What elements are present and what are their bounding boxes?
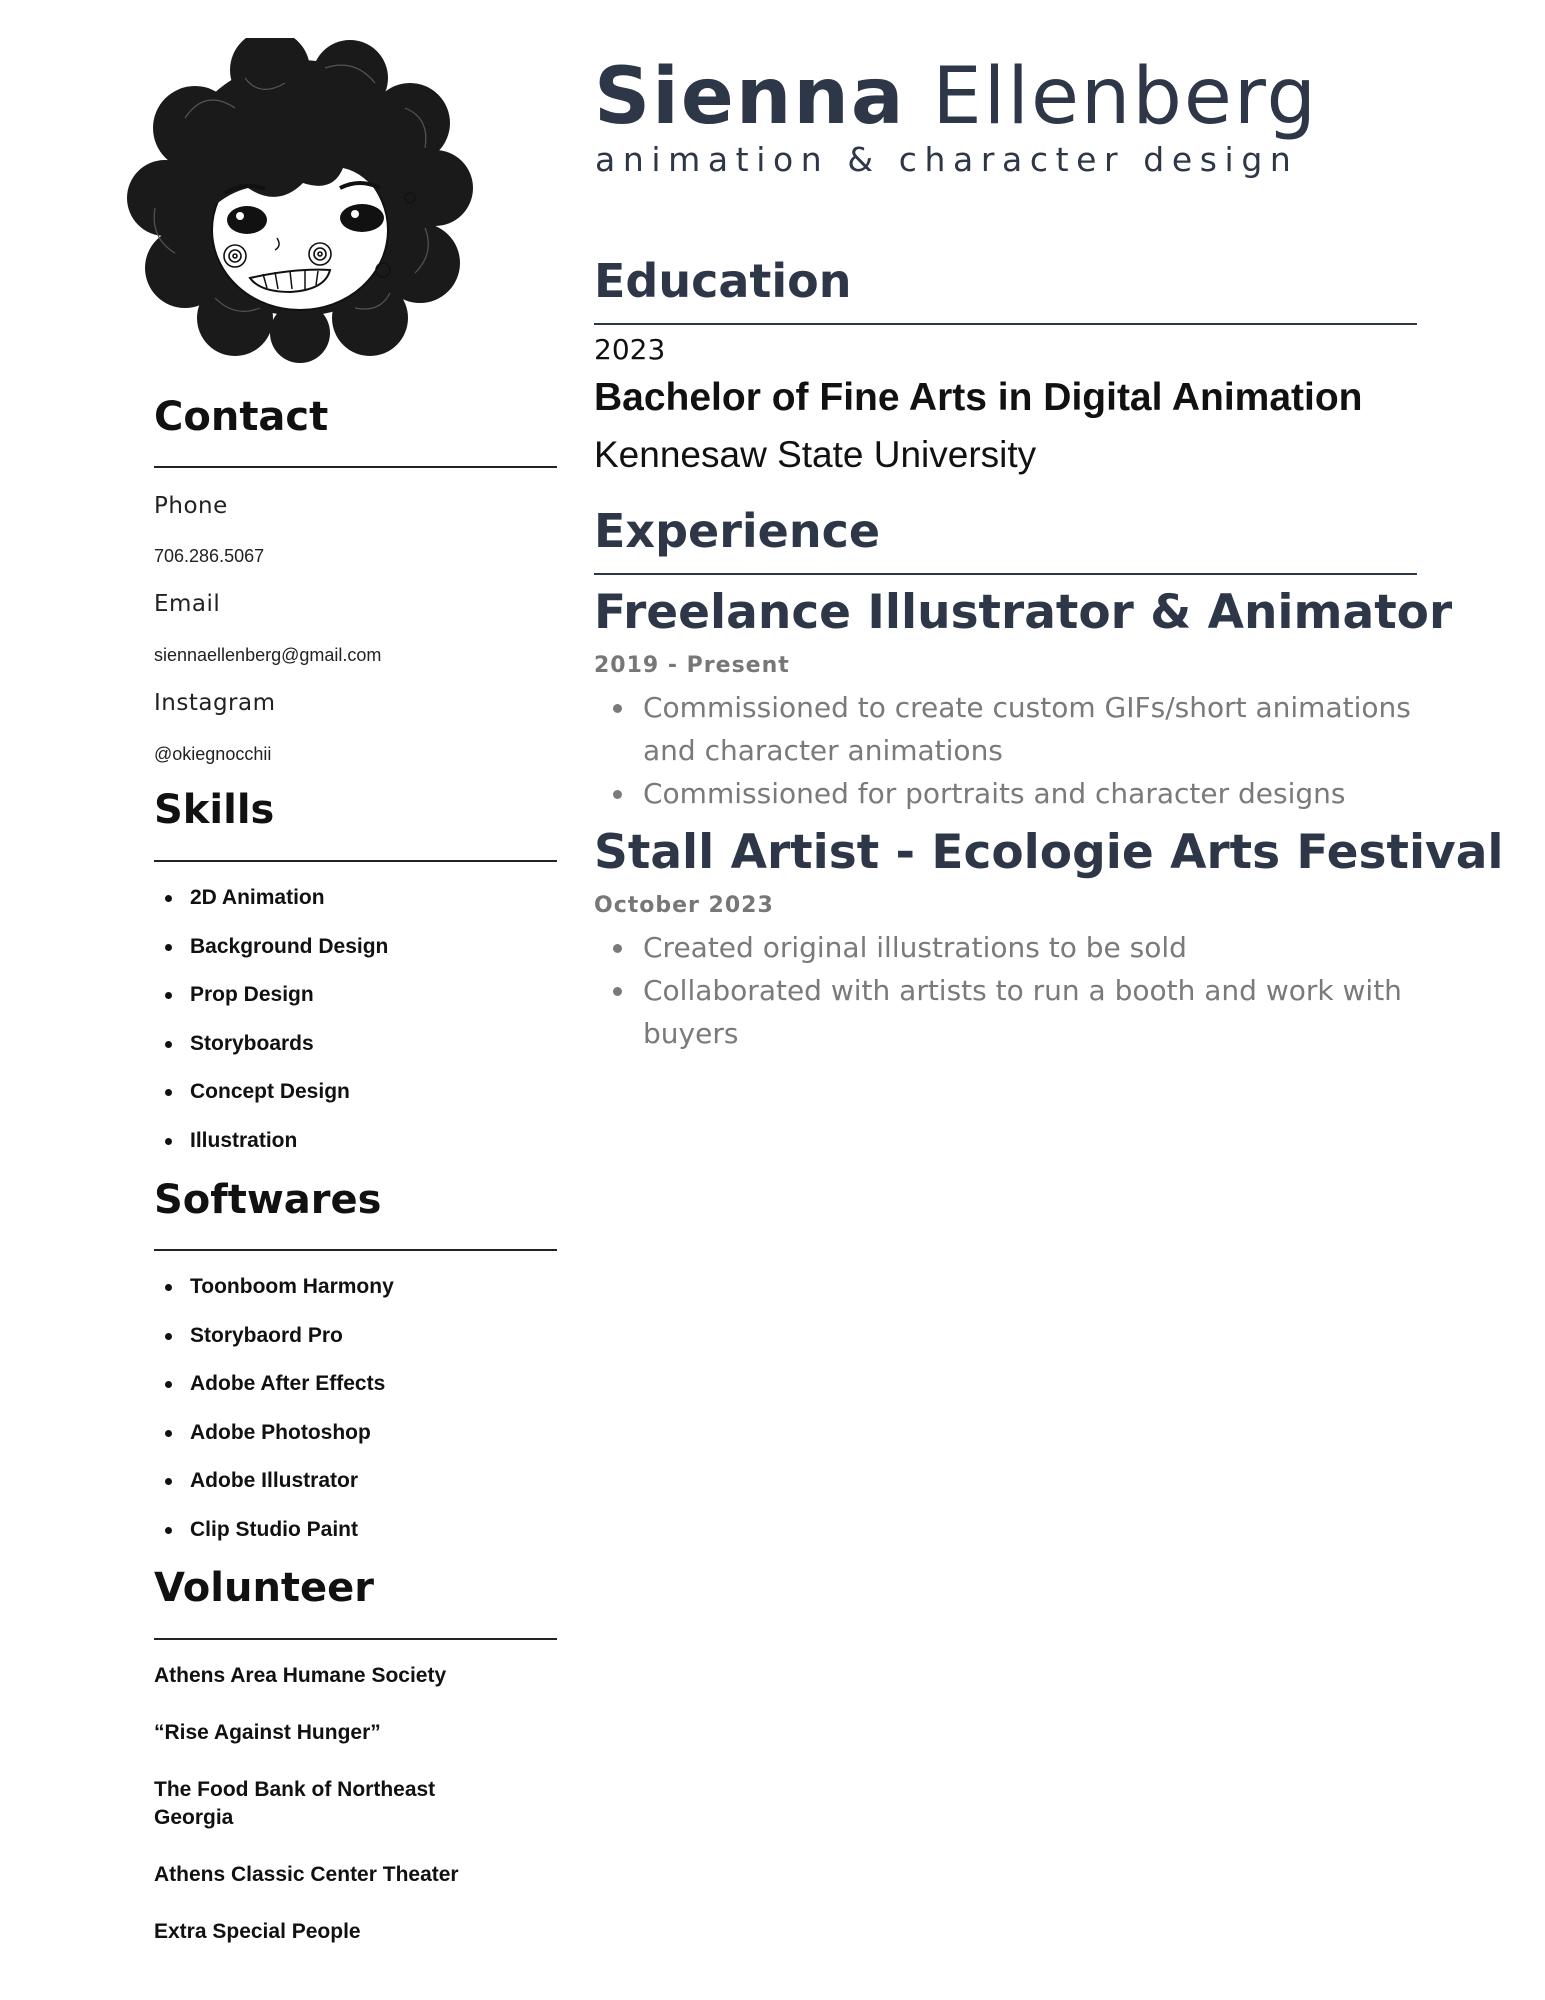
full-name [594, 52, 1319, 142]
software-item: Adobe Illustrator [154, 1470, 394, 1519]
education-heading: Education [594, 254, 852, 308]
email-value[interactable]: siennaellenberg@gmail.com [154, 645, 382, 665]
experience-divider [594, 573, 1417, 575]
contact-heading: Contact [154, 394, 329, 440]
experience-heading: Experience [594, 504, 881, 558]
skill-item: Prop Design [154, 984, 388, 1033]
job-title: Stall Artist - Ecologie Arts Festival [594, 825, 1504, 880]
last-name: Ellenberg [932, 52, 1319, 142]
job-bullets [594, 686, 1474, 815]
volunteer-item: The Food Bank of Northeast Georgia [154, 1778, 436, 1829]
volunteer-item: “Rise Against Hunger” [154, 1721, 381, 1744]
job-title: Freelance Illustrator & Animator [594, 585, 1453, 640]
softwares-divider [154, 1249, 557, 1251]
job-bullet: Commissioned to create custom GIFs/short animations and character animations [594, 686, 1433, 772]
volunteer-item: Athens Area Humane Society [154, 1664, 447, 1687]
job-dates: 2019 - Present [594, 653, 790, 678]
skills-heading: Skills [154, 787, 275, 833]
education-school: Kennesaw State University [594, 434, 1037, 475]
character-illustration-avatar [125, 38, 475, 363]
skills-section [154, 787, 557, 833]
job-bullet: Created original illustrations to be sold [594, 926, 1474, 969]
volunteer-section [154, 1565, 557, 1611]
skill-item: 2D Animation [154, 887, 388, 936]
skill-item: Concept Design [154, 1081, 388, 1130]
skills-divider [154, 860, 557, 862]
volunteer-item: Athens Classic Center Theater [154, 1863, 459, 1886]
softwares-heading: Softwares [154, 1177, 382, 1223]
softwares-list [154, 1276, 394, 1567]
softwares-section [154, 1177, 557, 1223]
software-item: Adobe After Effects [154, 1373, 394, 1422]
instagram-label: Instagram [154, 690, 276, 716]
education-divider [594, 323, 1417, 325]
job-dates: October 2023 [594, 893, 774, 918]
tagline: animation & character design [595, 140, 1299, 179]
contact-section [154, 394, 557, 440]
contact-divider [154, 466, 557, 468]
software-item: Clip Studio Paint [154, 1519, 394, 1568]
skill-item: Illustration [154, 1130, 388, 1179]
volunteer-divider [154, 1638, 557, 1640]
phone-value[interactable]: 706.286.5067 [154, 546, 265, 566]
education-degree: Bachelor of Fine Arts in Digital Animation [594, 376, 1363, 419]
skill-item: Background Design [154, 936, 388, 985]
software-item: Toonboom Harmony [154, 1276, 394, 1325]
education-year: 2023 [594, 333, 666, 366]
software-item: Storybaord Pro [154, 1325, 394, 1374]
phone-label: Phone [154, 493, 228, 519]
volunteer-item: Extra Special People [154, 1920, 361, 1943]
software-item: Adobe Photoshop [154, 1422, 394, 1471]
volunteer-heading: Volunteer [154, 1565, 375, 1611]
skill-item: Storyboards [154, 1033, 388, 1082]
job-bullet: Collaborated with artists to run a booth and work with buyers [594, 969, 1474, 1055]
avatar [125, 38, 475, 363]
first-name: Sienna [594, 52, 906, 142]
job-bullets [594, 926, 1474, 1055]
job-bullet: Commissioned for portraits and character designs [594, 772, 1474, 815]
email-label: Email [154, 591, 221, 617]
skills-list [154, 887, 388, 1178]
instagram-value[interactable]: @okiegnocchii [154, 744, 272, 764]
